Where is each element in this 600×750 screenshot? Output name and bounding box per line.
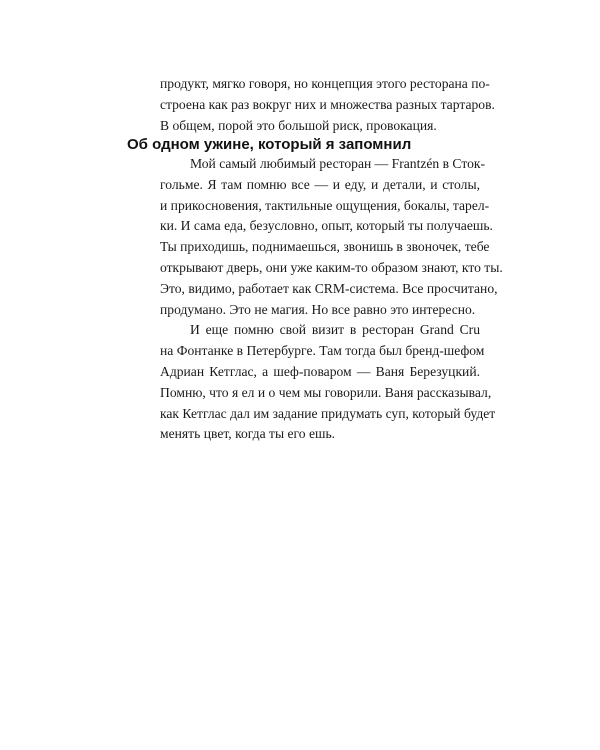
text-line: на Фонтанке в Петербурге. Там тогда был бренд-шефом (160, 343, 485, 359)
text-line: гольме. Я там помню все — и еду, и детали, и столы, (160, 176, 480, 192)
text-line: ки. И сама еда, безусловно, опыт, который ты получаешь. (160, 218, 493, 234)
text-line: продумано. Это не магия. Но все равно это интересно. (160, 301, 476, 317)
paragraph-1 (160, 154, 503, 320)
text-line: менять цвет, когда ты его ешь. (160, 426, 336, 442)
text-line: Помню, что я ел и о чем мы говорили. Ваня рассказывал, (160, 384, 492, 400)
text-line: Это, видимо, работает как CRM-система. Все просчитано, (160, 280, 498, 296)
text-line: Адриан Кетглас, а шеф-поваром — Ваня Березуцкий. (160, 363, 480, 379)
text-line: открывают дверь, они уже каким-то образом знают, кто ты. (160, 259, 503, 275)
text-line: и прикосновения, тактильные ощущения, бокалы, тарел- (160, 197, 490, 213)
text-line: продукт, мягко говоря, но концепция этого ресторана по- (160, 76, 490, 91)
section-body (160, 154, 503, 445)
text-line: Мой самый любимый ресторан — Frantzén в Сток- (190, 156, 486, 171)
section-heading: Об одном ужине, который я запомнил (127, 136, 412, 153)
text-line: строена как раз вокруг них и множества разных тартаров. (160, 96, 495, 112)
text-line: И еще помню свой визит в ресторан Grand Cru (190, 322, 480, 338)
text-line: В общем, порой это большой риск, провокация. (160, 117, 437, 133)
intro-paragraph (160, 74, 495, 136)
paragraph-2 (160, 320, 496, 445)
text-line: Ты приходишь, поднимаешься, звонишь в звоночек, тебе (160, 239, 490, 255)
text-line: как Кетглас дал им задание придумать суп, который будет (160, 405, 496, 421)
